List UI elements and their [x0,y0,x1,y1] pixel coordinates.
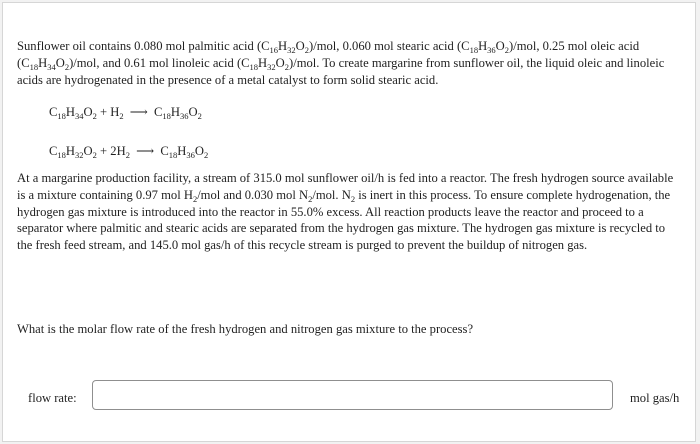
subscript: 18 [249,61,259,72]
body-text: is inert in this process. To ensure complete hydrogenation, the hydrogen gas mixture is introduced into the reactor in 55.0% excess. All reaction products leave the reactor and proceed to a separator where palmitic and stearic acids are separated from the hydrogen gas mixture. The hydrogen gas mixture is recycled to the fresh feed stream, and 145.0 mol gas/h of this recycle stream is purged to prevent the buildup of nitrogen gas. [17,187,671,253]
subscript: 2 [350,193,356,204]
subscript: 2 [197,111,202,121]
problem-intro [17,38,679,88]
intro-text: H [478,39,488,53]
subscript: 32 [287,45,296,55]
intro-text: Sunflower oil contains 0.080 mol palmitic acid (C [17,39,270,53]
intro-text: H [278,39,288,53]
subscript: 2 [203,150,209,160]
subscript: 2 [92,150,97,160]
element-symbol: H [65,144,76,158]
subscript: 18 [57,111,66,121]
element-symbol: C [49,105,58,119]
intro-text: O [495,39,505,53]
intro-text: H [258,55,268,70]
question-prompt: What is the molar flow rate of the fresh hydrogen and nitrogen gas mixture to the process? [17,322,474,336]
flow-rate-unit: mol gas/h [630,391,680,405]
subscript: 36 [186,150,195,160]
element-symbol: H [177,144,187,158]
plus-hydrogen: + H [100,105,120,119]
subscript: 18 [168,150,178,160]
problem-body [17,170,679,254]
subscript: 16 [269,45,279,55]
subscript: 32 [267,61,276,72]
subscript: 2 [64,61,70,72]
flow-rate-label: flow rate: [28,391,77,405]
subscript: 18 [57,150,66,160]
reaction-equation-linoleic [49,143,208,159]
element-symbol: O [83,105,93,119]
intro-text: )/mol, 0.060 mol stearic acid (C [309,39,470,53]
subscript: 32 [75,150,84,160]
plus-hydrogen: + 2H [100,144,126,158]
body-text: At a margarine production facility, a stream of 315.0 mol sunflower oil/h is fed into a reactor. The fresh hydrogen source available is a mixture containing 0.97 mol H [17,171,674,202]
subscript: 2 [304,45,310,55]
flow-rate-input[interactable] [92,380,613,410]
subscript: 36 [487,45,496,55]
element-symbol: C [160,144,169,158]
reaction-arrow-icon: ⟶ [136,144,155,158]
element-symbol: O [194,144,204,158]
intro-text: O [55,55,65,70]
subscript: 2 [119,111,124,121]
subscript: 34 [47,61,56,72]
subscript: 2 [192,193,198,204]
element-symbol: C [154,105,163,119]
intro-text: O [295,39,305,53]
element-symbol: O [83,144,93,158]
subscript: 2 [504,45,510,55]
intro-text: )/mol. To create margarine from sunflower oil, the liquid oleic and linoleic acids are hydrogenated in the presence of a metal catalyst to form solid stearic acid. [17,55,665,87]
subscript: 34 [75,111,84,121]
subscript: 2 [284,61,290,72]
reaction-arrow-icon: ⟶ [129,105,148,119]
subscript: 2 [125,150,130,160]
element-symbol: O [188,105,198,119]
subscript: 18 [162,111,171,121]
element-symbol: H [170,105,181,119]
element-symbol: H [65,105,76,119]
intro-text: H [38,55,48,70]
body-text: /mol. N [312,187,351,202]
intro-text: )/mol, 0.25 mol oleic acid (C [17,39,640,70]
element-symbol: C [49,144,58,158]
subscript: 18 [469,45,479,55]
subscript: 36 [180,111,189,121]
subscript: 2 [92,111,97,121]
subscript: 2 [308,193,313,204]
intro-text: O [275,55,285,70]
body-text: /mol and 0.030 mol N [197,187,309,202]
reaction-equation-oleic [49,104,202,120]
subscript: 18 [29,61,39,72]
intro-text: )/mol, and 0.61 mol linoleic acid (C [69,55,250,70]
